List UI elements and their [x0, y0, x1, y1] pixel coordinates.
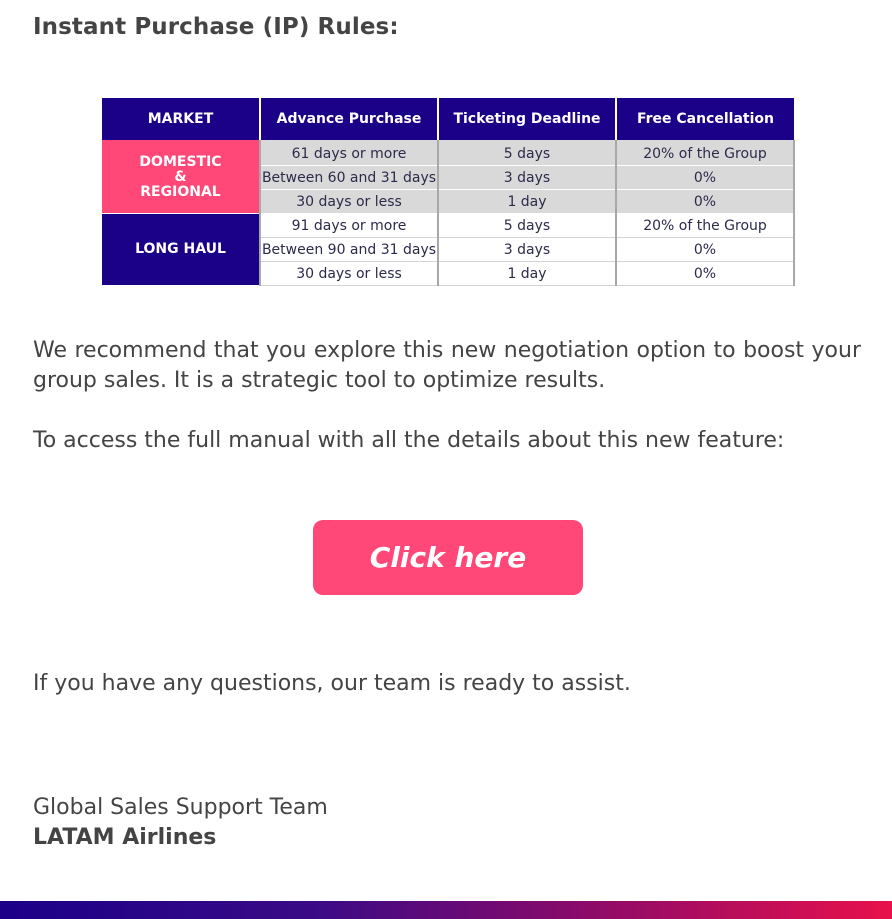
- ticketing-deadline-cell: 1 day: [438, 262, 616, 286]
- header-market: MARKET: [102, 98, 260, 140]
- free-cancellation-cell: 0%: [616, 238, 794, 262]
- signature-team: Global Sales Support Team: [33, 795, 328, 820]
- advance-purchase-cell: 61 days or more: [260, 140, 438, 166]
- header-free-cancellation: Free Cancellation: [616, 98, 794, 140]
- free-cancellation-cell: 20% of the Group: [616, 140, 794, 166]
- market-long-haul: [102, 214, 260, 286]
- market-label-line: LONG HAUL: [135, 241, 226, 257]
- free-cancellation-cell: 0%: [616, 262, 794, 286]
- signature-company: LATAM Airlines: [33, 825, 217, 850]
- advance-purchase-cell: Between 60 and 31 days: [260, 166, 438, 190]
- advance-purchase-cell: Between 90 and 31 days: [260, 238, 438, 262]
- header-ticketing-deadline: Ticketing Deadline: [438, 98, 616, 140]
- advance-purchase-cell: 91 days or more: [260, 214, 438, 238]
- advance-purchase-cell: 30 days or less: [260, 262, 438, 286]
- click-here-button[interactable]: Click here: [313, 520, 583, 595]
- table-row: [102, 140, 794, 166]
- market-domestic-regional: [102, 140, 260, 214]
- market-label-line: REGIONAL: [140, 184, 221, 200]
- questions-paragraph: If you have any questions, our team is ready to assist.: [33, 671, 631, 696]
- header-advance-purchase: Advance Purchase: [260, 98, 438, 140]
- footer-gradient-bar: [0, 901, 892, 919]
- ticketing-deadline-cell: 3 days: [438, 166, 616, 190]
- table-row: [102, 214, 794, 238]
- page-heading: Instant Purchase (IP) Rules:: [33, 14, 399, 40]
- ticketing-deadline-cell: 3 days: [438, 238, 616, 262]
- ticketing-deadline-cell: 5 days: [438, 214, 616, 238]
- manual-access-paragraph: To access the full manual with all the details about this new feature:: [33, 428, 785, 453]
- free-cancellation-cell: 0%: [616, 166, 794, 190]
- ip-rules-table: [102, 98, 795, 286]
- free-cancellation-cell: 20% of the Group: [616, 214, 794, 238]
- market-label-line: &: [174, 169, 187, 185]
- free-cancellation-cell: 0%: [616, 190, 794, 214]
- table-header-row: [102, 98, 794, 140]
- recommendation-paragraph: We recommend that you explore this new negotiation option to boost your group sales. It is a strategic tool to optimize results.: [33, 338, 861, 393]
- market-label-line: DOMESTIC: [139, 154, 222, 170]
- advance-purchase-cell: 30 days or less: [260, 190, 438, 214]
- ticketing-deadline-cell: 1 day: [438, 190, 616, 214]
- ticketing-deadline-cell: 5 days: [438, 140, 616, 166]
